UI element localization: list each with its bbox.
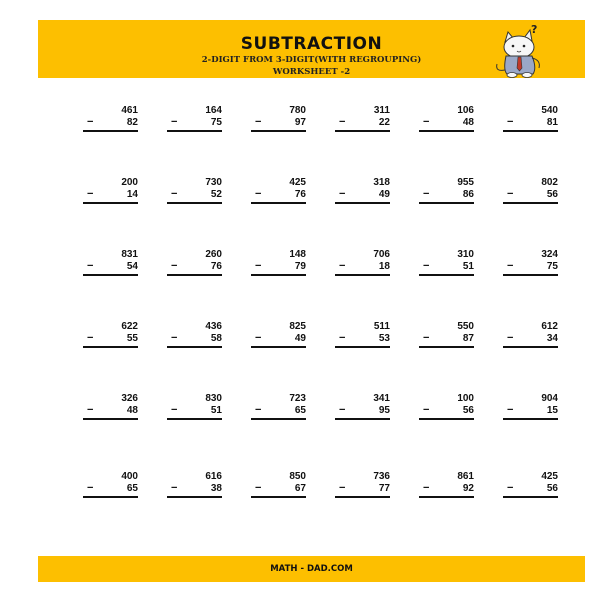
subtrahend: 52 bbox=[210, 189, 222, 200]
subtrahend: 76 bbox=[294, 189, 306, 200]
subtrahend: 53 bbox=[378, 333, 390, 344]
subtrahend: 92 bbox=[462, 483, 474, 494]
minuend: 622 bbox=[121, 321, 138, 332]
minuend: 310 bbox=[457, 249, 474, 260]
subtrahend: 22 bbox=[378, 117, 390, 128]
minus-sign: − bbox=[87, 404, 94, 416]
minus-sign: − bbox=[339, 404, 346, 416]
minuend: 955 bbox=[457, 177, 474, 188]
minus-sign: − bbox=[255, 404, 262, 416]
subtrahend: 76 bbox=[210, 261, 222, 272]
minuend: 461 bbox=[121, 105, 138, 116]
minus-sign: − bbox=[255, 482, 262, 494]
answer-line bbox=[167, 418, 222, 420]
minus-sign: − bbox=[171, 404, 178, 416]
answer-line bbox=[251, 346, 306, 348]
subtrahend: 56 bbox=[462, 405, 474, 416]
minus-sign: − bbox=[255, 116, 262, 128]
answer-line bbox=[83, 202, 138, 204]
worksheet-subtitle: 2-DIGIT FROM 3-DIGIT(WITH REGROUPING) bbox=[201, 55, 422, 65]
subtrahend: 34 bbox=[546, 333, 558, 344]
minus-sign: − bbox=[339, 188, 346, 200]
subtraction-problem bbox=[80, 172, 138, 204]
subtrahend: 54 bbox=[126, 261, 138, 272]
answer-line bbox=[335, 418, 390, 420]
subtrahend: 65 bbox=[126, 483, 138, 494]
minuend: 326 bbox=[121, 393, 138, 404]
subtrahend: 67 bbox=[294, 483, 306, 494]
subtraction-problem bbox=[332, 388, 390, 420]
minuend: 106 bbox=[457, 105, 474, 116]
minuend: 318 bbox=[373, 177, 390, 188]
svg-text:?: ? bbox=[531, 23, 538, 36]
minus-sign: − bbox=[171, 116, 178, 128]
minuend: 260 bbox=[205, 249, 222, 260]
answer-line bbox=[419, 202, 474, 204]
subtraction-problem bbox=[332, 172, 390, 204]
subtraction-problem bbox=[500, 100, 558, 132]
subtrahend: 97 bbox=[294, 117, 306, 128]
subtrahend: 82 bbox=[126, 117, 138, 128]
minuend: 511 bbox=[373, 321, 390, 332]
answer-line bbox=[167, 346, 222, 348]
answer-line bbox=[167, 202, 222, 204]
subtrahend: 87 bbox=[462, 333, 474, 344]
minus-sign: − bbox=[507, 188, 514, 200]
minuend: 830 bbox=[205, 393, 222, 404]
minus-sign: − bbox=[339, 482, 346, 494]
subtrahend: 77 bbox=[378, 483, 390, 494]
subtraction-problem bbox=[80, 316, 138, 348]
subtraction-problem bbox=[416, 244, 474, 276]
answer-line bbox=[251, 274, 306, 276]
minuend: 850 bbox=[289, 471, 306, 482]
minuend: 780 bbox=[289, 105, 306, 116]
minuend: 436 bbox=[205, 321, 222, 332]
minus-sign: − bbox=[255, 332, 262, 344]
minus-sign: − bbox=[87, 260, 94, 272]
minus-sign: − bbox=[423, 260, 430, 272]
minuend: 730 bbox=[205, 177, 222, 188]
answer-line bbox=[503, 130, 558, 132]
answer-line bbox=[335, 496, 390, 498]
subtraction-problem bbox=[416, 172, 474, 204]
subtraction-problem bbox=[248, 244, 306, 276]
answer-line bbox=[503, 418, 558, 420]
subtrahend: 55 bbox=[126, 333, 138, 344]
subtraction-problem bbox=[500, 466, 558, 498]
answer-line bbox=[419, 130, 474, 132]
minuend: 904 bbox=[541, 393, 558, 404]
subtraction-problem bbox=[332, 466, 390, 498]
minuend: 825 bbox=[289, 321, 306, 332]
subtraction-problem bbox=[332, 100, 390, 132]
subtrahend: 86 bbox=[462, 189, 474, 200]
answer-line bbox=[503, 346, 558, 348]
problem-grid bbox=[38, 100, 585, 540]
minuend: 200 bbox=[121, 177, 138, 188]
subtrahend: 49 bbox=[294, 333, 306, 344]
minus-sign: − bbox=[87, 332, 94, 344]
answer-line bbox=[419, 274, 474, 276]
subtraction-problem bbox=[164, 316, 222, 348]
minuend: 616 bbox=[205, 471, 222, 482]
subtrahend: 75 bbox=[210, 117, 222, 128]
answer-line bbox=[251, 202, 306, 204]
cat-mascot-icon bbox=[491, 22, 553, 80]
subtrahend: 48 bbox=[462, 117, 474, 128]
subtraction-problem bbox=[248, 388, 306, 420]
minus-sign: − bbox=[339, 260, 346, 272]
subtraction-problem bbox=[500, 388, 558, 420]
minus-sign: − bbox=[423, 188, 430, 200]
minuend: 400 bbox=[121, 471, 138, 482]
answer-line bbox=[83, 496, 138, 498]
minuend: 550 bbox=[457, 321, 474, 332]
minuend: 736 bbox=[373, 471, 390, 482]
subtraction-problem bbox=[164, 244, 222, 276]
subtrahend: 58 bbox=[210, 333, 222, 344]
subtraction-problem bbox=[248, 466, 306, 498]
subtraction-problem bbox=[332, 244, 390, 276]
subtrahend: 14 bbox=[126, 189, 138, 200]
subtrahend: 51 bbox=[210, 405, 222, 416]
subtraction-problem bbox=[416, 316, 474, 348]
minus-sign: − bbox=[423, 482, 430, 494]
answer-line bbox=[503, 202, 558, 204]
answer-line bbox=[167, 496, 222, 498]
answer-line bbox=[335, 202, 390, 204]
footer-site-name: MATH - DAD.COM bbox=[270, 564, 353, 574]
minuend: 324 bbox=[541, 249, 558, 260]
answer-line bbox=[167, 274, 222, 276]
subtraction-problem bbox=[248, 172, 306, 204]
worksheet-title: SUBTRACTION bbox=[240, 34, 383, 54]
answer-line bbox=[419, 418, 474, 420]
minuend: 425 bbox=[541, 471, 558, 482]
subtrahend: 56 bbox=[546, 189, 558, 200]
subtrahend: 65 bbox=[294, 405, 306, 416]
subtraction-problem bbox=[248, 316, 306, 348]
subtraction-problem bbox=[164, 466, 222, 498]
minus-sign: − bbox=[87, 188, 94, 200]
minus-sign: − bbox=[423, 332, 430, 344]
minus-sign: − bbox=[171, 188, 178, 200]
minuend: 540 bbox=[541, 105, 558, 116]
subtraction-problem bbox=[248, 100, 306, 132]
subtraction-problem bbox=[80, 100, 138, 132]
subtraction-problem bbox=[500, 244, 558, 276]
minus-sign: − bbox=[255, 260, 262, 272]
answer-line bbox=[83, 274, 138, 276]
subtrahend: 15 bbox=[546, 405, 558, 416]
answer-line bbox=[335, 274, 390, 276]
subtrahend: 95 bbox=[378, 405, 390, 416]
subtraction-problem bbox=[164, 100, 222, 132]
minus-sign: − bbox=[87, 482, 94, 494]
minuend: 612 bbox=[541, 321, 558, 332]
minus-sign: − bbox=[171, 260, 178, 272]
minuend: 706 bbox=[373, 249, 390, 260]
subtraction-problem bbox=[500, 172, 558, 204]
answer-line bbox=[503, 274, 558, 276]
minuend: 425 bbox=[289, 177, 306, 188]
answer-line bbox=[335, 130, 390, 132]
answer-line bbox=[83, 130, 138, 132]
subtraction-problem bbox=[80, 244, 138, 276]
subtrahend: 79 bbox=[294, 261, 306, 272]
answer-line bbox=[419, 346, 474, 348]
subtrahend: 48 bbox=[126, 405, 138, 416]
subtrahend: 81 bbox=[546, 117, 558, 128]
minuend: 861 bbox=[457, 471, 474, 482]
answer-line bbox=[335, 346, 390, 348]
answer-line bbox=[167, 130, 222, 132]
minus-sign: − bbox=[87, 116, 94, 128]
minuend: 164 bbox=[205, 105, 222, 116]
minus-sign: − bbox=[423, 116, 430, 128]
minuend: 341 bbox=[373, 393, 390, 404]
minus-sign: − bbox=[339, 332, 346, 344]
minus-sign: − bbox=[507, 116, 514, 128]
minus-sign: − bbox=[255, 188, 262, 200]
subtrahend: 49 bbox=[378, 189, 390, 200]
minus-sign: − bbox=[507, 404, 514, 416]
answer-line bbox=[503, 496, 558, 498]
worksheet-number: WORKSHEET -2 bbox=[272, 67, 351, 77]
minus-sign: − bbox=[171, 482, 178, 494]
answer-line bbox=[251, 496, 306, 498]
minus-sign: − bbox=[507, 332, 514, 344]
subtraction-problem bbox=[80, 466, 138, 498]
minus-sign: − bbox=[171, 332, 178, 344]
subtraction-problem bbox=[416, 466, 474, 498]
subtraction-problem bbox=[80, 388, 138, 420]
answer-line bbox=[251, 130, 306, 132]
answer-line bbox=[419, 496, 474, 498]
minuend: 311 bbox=[373, 105, 390, 116]
answer-line bbox=[83, 346, 138, 348]
minuend: 148 bbox=[289, 249, 306, 260]
minuend: 723 bbox=[289, 393, 306, 404]
minuend: 100 bbox=[457, 393, 474, 404]
minus-sign: − bbox=[423, 404, 430, 416]
minuend: 802 bbox=[541, 177, 558, 188]
subtraction-problem bbox=[500, 316, 558, 348]
minus-sign: − bbox=[507, 482, 514, 494]
footer-banner bbox=[38, 556, 585, 582]
minuend: 831 bbox=[121, 249, 138, 260]
subtraction-problem bbox=[416, 100, 474, 132]
subtrahend: 56 bbox=[546, 483, 558, 494]
subtrahend: 51 bbox=[462, 261, 474, 272]
answer-line bbox=[251, 418, 306, 420]
subtraction-problem bbox=[164, 388, 222, 420]
minus-sign: − bbox=[339, 116, 346, 128]
subtrahend: 38 bbox=[210, 483, 222, 494]
subtraction-problem bbox=[164, 172, 222, 204]
minus-sign: − bbox=[507, 260, 514, 272]
subtraction-problem bbox=[332, 316, 390, 348]
subtraction-problem bbox=[416, 388, 474, 420]
answer-line bbox=[83, 418, 138, 420]
subtrahend: 75 bbox=[546, 261, 558, 272]
subtrahend: 18 bbox=[378, 261, 390, 272]
